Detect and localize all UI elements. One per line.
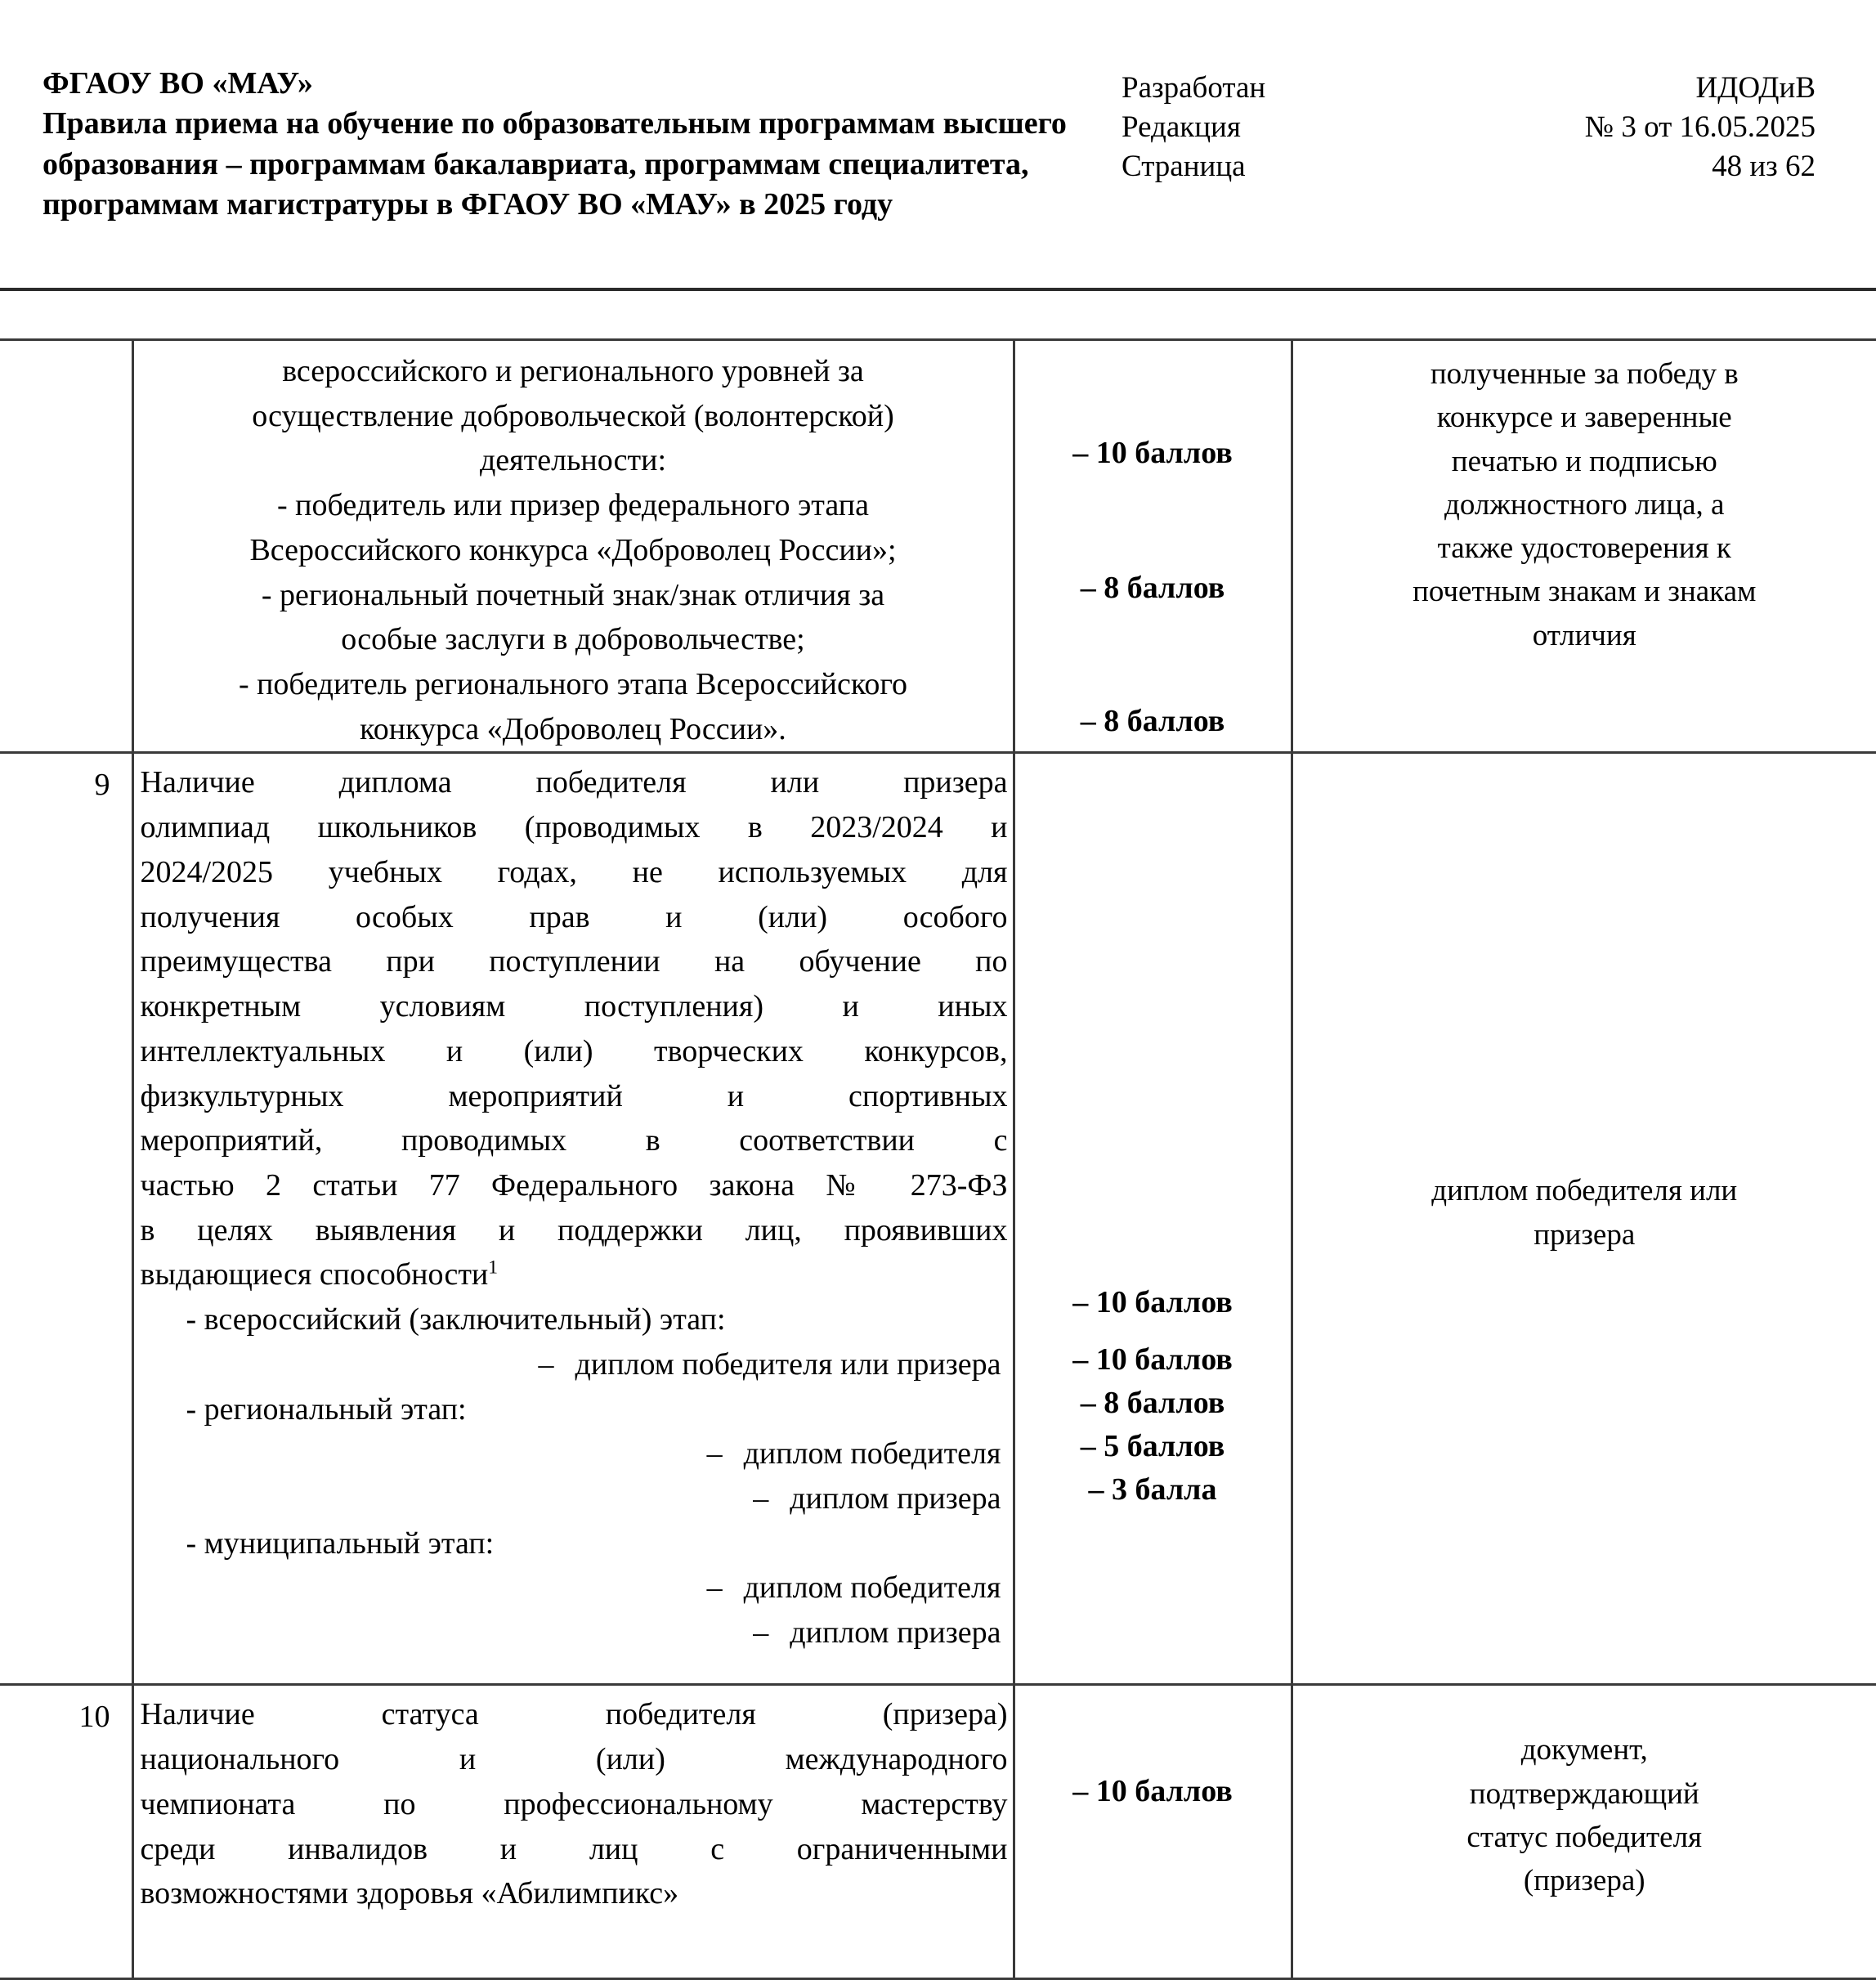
table-row [0,753,1876,1685]
document-line: печатью и подписью [1293,440,1876,483]
stage-item-label: диплом победителя [744,1431,1001,1476]
stage-label-municipal: - муниципальный этап: [141,1521,1006,1566]
meta-row-page [1122,147,1816,186]
dash-icon: – [753,1476,768,1521]
description-line: национального и (или) международного [141,1737,1008,1782]
meta-label-revision: Редакция [1122,108,1241,147]
document-line: (призера) [1293,1859,1876,1902]
meta-label-developed-by: Разработан [1122,69,1265,108]
description-line: Всероссийского конкурса «Доброволец России»; [142,528,1005,573]
description-line: мероприятий, проводимых в соответствии с [141,1118,1008,1163]
row-number: 10 [0,1686,132,1737]
header-divider [0,288,1876,291]
score-value: – 8 баллов [1015,699,1291,744]
stage-item-label: диплом призера [790,1610,1001,1655]
page-title: Правила приема на обучение по образовательным программам высшего образования – программам бакалавриата, программам специалитета, программам магистратуры в ФГАОУ ВО «МАУ» в 2025 году [43,104,1122,225]
row-number [0,341,132,352]
description-line: всероссийского и регионального уровней за [142,349,1005,394]
stage-item-label: диплом победителя [744,1566,1001,1610]
description-line: выдающиеся способности [141,1257,489,1292]
description-line: частью 2 статьи 77 Федерального закона № 273-ФЗ [141,1163,1008,1208]
document-header [0,0,1876,226]
row-description-cell [132,340,1014,753]
stage-label-federal: - всероссийский (заключительный) этап: [141,1297,1006,1342]
meta-row-revision [1122,108,1816,147]
description-line: возможностями здоровья «Абилимпикс» [141,1871,1008,1916]
stage-item [141,1431,1006,1476]
row-number-cell [0,1685,132,1979]
description-line: конкурса «Доброволец России». [142,707,1005,752]
meta-value-revision: № 3 от 16.05.2025 [1585,108,1816,147]
description-line: конкретным условиям поступления) и иных [141,984,1008,1029]
achievement-description [134,754,1013,1297]
score-value: – 10 баллов [1015,1769,1291,1814]
description-line: интеллектуальных и (или) творческих конкурсов, [141,1029,1008,1074]
description-line: среди инвалидов и лиц с ограниченными [141,1827,1008,1872]
description-line: осуществление добровольческой (волонтерской) [142,394,1005,439]
stage-item [141,1476,1006,1521]
row-number: 9 [0,754,132,805]
description-line: олимпиад школьников (проводимых в 2023/2024 и [141,805,1008,850]
row-score-cell [1014,753,1292,1685]
description-line: получения особых прав и (или) особого [141,895,1008,940]
header-meta-block [1122,64,1816,186]
description-line: физкультурных мероприятий и спортивных [141,1074,1008,1119]
row-score-cell [1014,340,1292,753]
header-title-block [43,64,1122,226]
stage-item [141,1342,1006,1387]
description-line: - региональный почетный знак/знак отличия за [142,573,1005,618]
dash-icon: – [753,1610,768,1655]
document-line: должностного лица, а [1293,483,1876,526]
dash-icon: – [707,1431,723,1476]
document-line: подтверждающий [1293,1772,1876,1816]
score-value: – 10 баллов [1015,431,1291,476]
description-line: - победитель или призер федерального этапа [142,483,1005,528]
meta-row-developed-by [1122,69,1816,108]
score-value: – 8 баллов [1015,566,1291,611]
description-line: - победитель регионального этапа Всероссийского [142,662,1005,707]
row-description-cell [132,753,1014,1685]
meta-value-developed-by: ИДОДиВ [1695,69,1816,108]
score-value: – 8 баллов [1015,1381,1291,1426]
row-number-cell [0,753,132,1685]
document-line: документ, [1293,1728,1876,1772]
table-row [0,1685,1876,1979]
description-line: преимущества при поступлении на обучение по [141,939,1008,984]
achievement-description [134,1686,1013,1916]
document-text [1293,1728,1876,1902]
description-line: Наличие диплома победителя или призера [141,760,1008,805]
row-score-cell [1014,1685,1292,1979]
stage-item-label: диплом победителя или призера [575,1342,1001,1387]
individual-achievements-table [0,338,1876,1980]
description-line: чемпионата по профессиональному мастерству [141,1782,1008,1827]
score-value: – 5 баллов [1015,1424,1291,1469]
description-line: деятельности: [142,438,1005,483]
document-line: также удостоверения к [1293,526,1876,570]
dash-icon: – [707,1566,723,1610]
document-line: почетным знакам и знакам [1293,570,1876,613]
organization-name: ФГАОУ ВО «МАУ» [43,64,1122,104]
stage-item [141,1610,1006,1655]
stage-label-regional: - региональный этап: [141,1387,1006,1432]
dash-icon: – [539,1342,554,1387]
score-value: – 10 баллов [1015,1280,1291,1325]
score-value: – 3 балла [1015,1467,1291,1512]
document-line: полученные за победу в [1293,352,1876,396]
stage-item [141,1566,1006,1610]
row-document-cell [1292,753,1876,1685]
table-row [0,340,1876,753]
row-document-cell [1292,340,1876,753]
meta-value-page: 48 из 62 [1712,147,1816,186]
row-number-cell [0,340,132,753]
document-line: диплом победителя или [1293,1169,1876,1212]
document-line: призера [1293,1213,1876,1257]
stage-item-label: диплом призера [790,1476,1001,1521]
document-line: отличия [1293,614,1876,657]
document-text [1293,1169,1876,1257]
document-line: конкурсе и заверенные [1293,396,1876,439]
row-description-cell [132,1685,1014,1979]
achievement-description [134,341,1013,751]
row-document-cell [1292,1685,1876,1979]
score-value: – 10 баллов [1015,1337,1291,1382]
description-line: в целях выявления и поддержки лиц, проявивших [141,1208,1008,1253]
footnote-marker: 1 [488,1257,498,1279]
document-line: статус победителя [1293,1816,1876,1859]
description-line: Наличие статуса победителя (призера) [141,1692,1008,1737]
description-line: особые заслуги в добровольчестве; [142,617,1005,662]
meta-label-page: Страница [1122,147,1246,186]
description-line-with-footnote [141,1252,1008,1297]
description-line: 2024/2025 учебных годах, не используемых для [141,850,1008,895]
